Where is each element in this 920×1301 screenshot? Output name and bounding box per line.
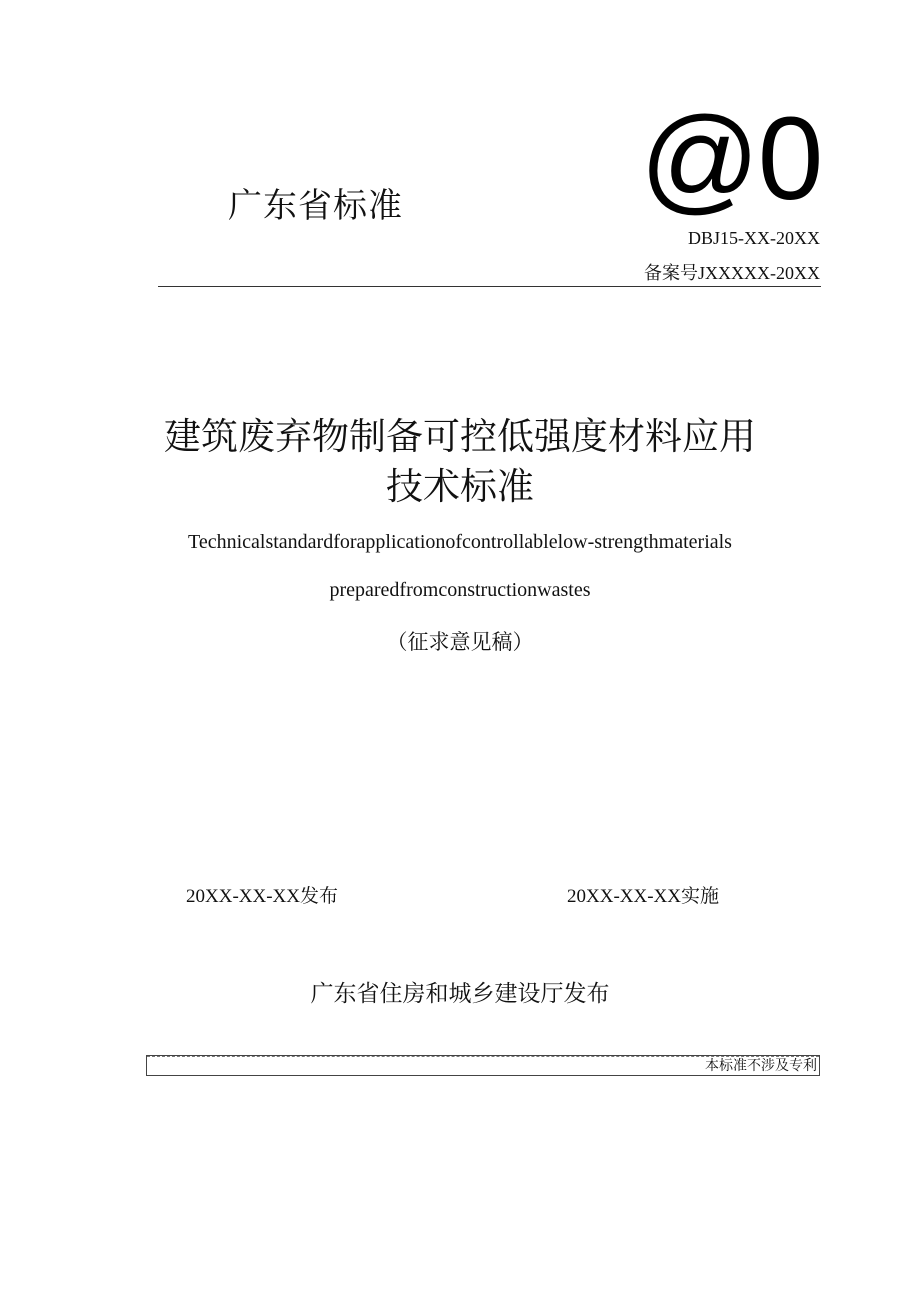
publisher: 广东省住房和城乡建设厅发布 [310,981,610,1007]
standard-number: DBJ15-XX-20XX [688,228,820,248]
header-divider [158,286,821,287]
record-number [644,259,820,285]
title-en-line-2: preparedfromconstructionwastes [329,579,591,601]
patent-notice-box [146,1055,820,1076]
record-prefix: 备案号 [644,263,698,284]
issuing-category-label: 广东省标准 [228,186,403,226]
standard-logo: @0 [640,93,822,225]
title-cn-line-2: 技术标准 [386,465,534,508]
draft-status-label: （征求意见稿） [386,630,534,654]
patent-notice: 本标准不涉及专利 [705,1058,817,1074]
implementation-date [567,881,719,908]
issue-date-value: 20XX-XX-XX [186,886,300,907]
implementation-date-suffix: 实施 [680,885,719,907]
issue-date-suffix: 发布 [299,885,338,907]
title-cn-line-1: 建筑废弃物制备可控低强度材料应用 [164,415,756,458]
issue-date [186,881,338,908]
implementation-date-value: 20XX-XX-XX [567,886,681,907]
title-en-line-1: Technicalstandardforapplicationofcontrollablelow-strengthmaterials [188,531,732,553]
record-code: JXXXXX-20XX [698,263,820,283]
document-title [0,412,920,512]
